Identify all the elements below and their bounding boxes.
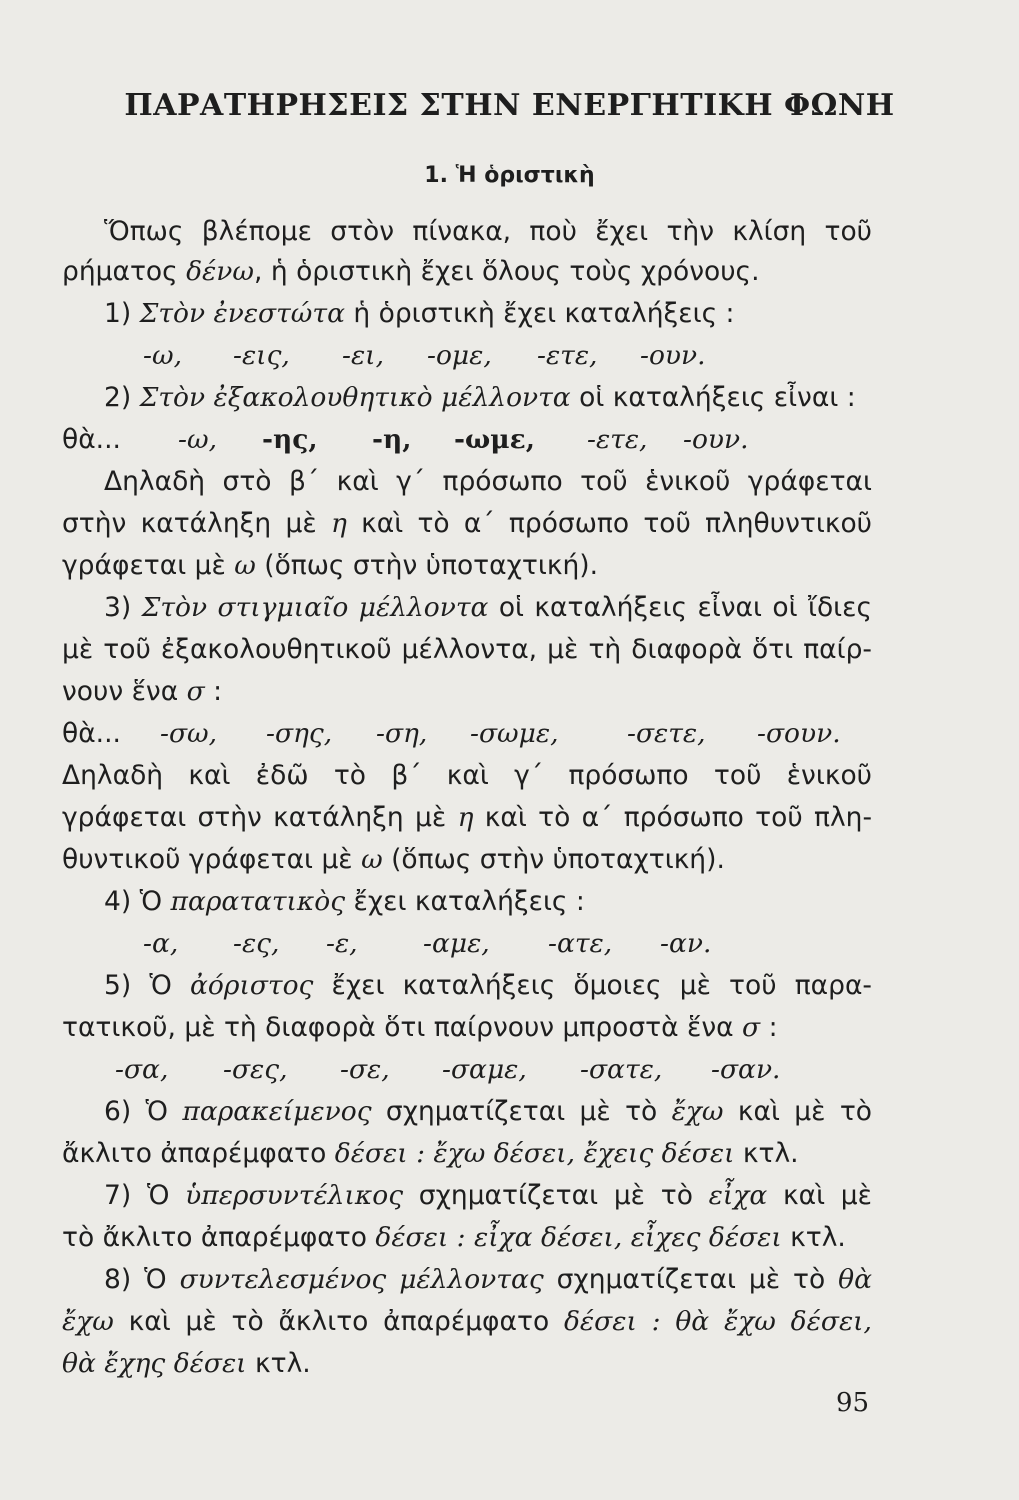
ending: -σουν. [757,718,841,749]
section-6-tense: παρακείμενος [182,1096,372,1127]
section-3-text-3a: νουν ἕνα [62,676,187,707]
section-8-text-2: καὶ μὲ τὸ ἄκλιτο ἀπαρέμφατο [113,1306,564,1337]
section-4-number: 4) Ὁ [104,886,171,917]
section-3-text-3b: : [204,676,223,707]
section-7-text: σχηματίζεται μὲ τὸ [403,1180,709,1211]
letter-omega: ω [234,550,256,581]
section-6-number: 6) Ὁ [104,1096,183,1127]
section-5-text: ἔχει καταλήξεις ὅμοιες μὲ τοῦ παρα- [313,970,872,1001]
section-8-auxiliary: θὰ [838,1264,872,1295]
section-6-line [104,1096,872,1127]
letter-eta: η [330,508,347,539]
section-3-text: οἱ καταλήξεις εἶναι οἱ ἴδιες [488,592,873,623]
section-2-line [104,382,856,413]
intro-text-2b: , ἡ ὁριστικὴ ἔχει ὅλους τοὺς χρόνους. [254,256,760,287]
section-8-example-2: θὰ ἔχης δέσει [62,1348,247,1379]
section-5-number: 5) Ὁ [104,970,191,1001]
section-8-line-2 [62,1306,872,1337]
section-6-text-2b: κτλ. [734,1138,799,1169]
section-6-auxiliary: ἔχω [671,1096,724,1127]
letter-sigma: σ [742,1012,761,1043]
section-5-line [104,970,872,1001]
note-text: θυντικοῦ γράφεται μὲ [62,844,362,875]
ending: -α, [143,928,179,959]
section-8-number: 8) Ὁ [104,1264,180,1295]
section-3-tense: Στὸν στιγμιαῖο μέλλοντα [141,592,489,623]
note-text: καὶ τὸ α΄ πρόσωπο τοῦ πλη- [473,802,873,833]
ending: -η, [372,424,412,455]
intro-text-2a: ρήματος [62,256,187,287]
ending: -σε, [340,1054,390,1085]
section-3-line-2 [62,634,872,665]
section-4-tense: παρατατικὸς [170,886,346,917]
note-text: καὶ τὸ α΄ πρόσωπο τοῦ πληθυντικοῦ [346,508,872,539]
section-2-note-2 [62,508,872,539]
ending: -ουν. [640,340,706,371]
section-1-line [104,298,735,329]
ending: -ει, [342,340,384,371]
ending: -ω, [178,424,217,455]
section-1-tense: Στὸν ἐνεστώτα [139,298,345,329]
section-6-text: σχηματίζεται μὲ τὸ [371,1096,672,1127]
ending: -ωμε, [454,424,535,455]
section-8-tense: συντελεσμένος μέλλοντας [179,1264,544,1295]
ending: -ση, [376,718,428,749]
section-7-line [104,1180,872,1211]
ending: -ετε, [537,340,598,371]
section-6-line-2 [62,1138,872,1169]
ending: -ες, [233,928,280,959]
ending: -ης, [262,424,318,455]
section-8-line-3 [62,1348,872,1379]
ending: -ουν. [683,424,749,455]
section-2-text: οἱ καταλήξεις εἶναι : [570,382,856,413]
note-text: (ὅπως στὴν ὑποταχτική). [382,844,725,875]
note-text: γράφεται μὲ [62,550,235,581]
section-5-text-2b: : [760,1012,778,1043]
future-prefix: θὰ... [62,424,121,455]
section-7-auxiliary: εἶχα [708,1180,768,1211]
ending: -σετε, [627,718,706,749]
section-7-text-2: τὸ ἄκλιτο ἀπαρέμφατο [62,1222,376,1253]
section-7-text: καὶ μὲ [767,1180,872,1211]
note-text: (ὅπως στὴν ὑποταχτική). [255,550,599,581]
section-3-line-3 [62,676,872,707]
note-text: Δηλαδὴ στὸ β΄ καὶ γ΄ πρόσωπο τοῦ ἑνικοῦ γράφεται [104,466,872,497]
section-5-line-2 [62,1012,872,1043]
section-1-text: ἡ ὁριστικὴ ἔχει καταλήξεις : [344,298,735,329]
ending: -σες, [223,1054,288,1085]
section-5-text-2a: τατικοῦ, μὲ τὴ διαφορὰ ὅτι παίρνουν μπροστὰ ἕνα [62,1012,743,1043]
ending: -σαμε, [442,1054,527,1085]
note-text: γράφεται στὴν κατάληξη μὲ [62,802,458,833]
section-subtitle: 1. Ἡ ὁριστικὴ [424,163,595,188]
section-7-text-2b: κτλ. [781,1222,846,1253]
ending: -σαν. [711,1054,781,1085]
section-4-text: ἔχει καταλήξεις : [345,886,585,917]
future-prefix: θὰ... [62,718,121,749]
letter-eta: η [457,802,474,833]
section-5-tense: ἀόριστος [190,970,314,1001]
section-4-line [104,886,585,917]
section-7-example: δέσει : εἶχα δέσει, εἶχες δέσει [375,1222,782,1253]
section-3-note-2 [62,802,872,833]
ending: -αν. [660,928,712,959]
section-3-number: 3) [104,592,142,623]
section-2-note-3 [62,550,872,581]
page-number: 95 [836,1388,870,1418]
section-7-line-2 [62,1222,872,1253]
intro-verb: δένω [186,256,254,287]
section-8-example: δέσει : θὰ ἔχω δέσει, [563,1306,872,1337]
section-2-note-1 [104,466,872,497]
section-6-example: δέσει : ἔχω δέσει, ἔχεις δέσει [334,1138,735,1169]
section-8-text-3: κτλ. [246,1348,311,1379]
section-7-number: 7) Ὁ [104,1180,186,1211]
section-3-text-2: μὲ τοῦ ἐξακολουθητικοῦ μέλλοντα, μὲ τὴ διαφορὰ ὅτι παίρ- [62,634,872,665]
letter-omega: ω [361,844,383,875]
ending: -ω, [143,340,182,371]
ending: -σης, [266,718,333,749]
ending: -σατε, [580,1054,663,1085]
section-2-tense: Στὸν ἐξακολουθητικὸ μέλλοντα [139,382,571,413]
ending: -σα, [115,1054,169,1085]
section-2-number: 2) [104,382,140,413]
ending: -εις, [233,340,290,371]
ending: -ετε, [587,424,648,455]
ending: -ατε, [548,928,613,959]
page-title: ΠΑΡΑΤΗΡΗΣΕΙΣ ΣΤΗΝ ΕΝΕΡΓΗΤΙΚΗ ΦΩΝΗ [124,88,895,123]
section-1-number: 1) [104,298,140,329]
ending: -αμε, [423,928,490,959]
section-8-line [104,1264,872,1295]
ending: -σω, [160,718,218,749]
section-6-text: καὶ μὲ τὸ [723,1096,872,1127]
note-text: στὴν κατάληξη μὲ [62,508,331,539]
ending: -ε, [326,928,358,959]
section-6-text-2: ἄκλιτο ἀπαρέμφατο [62,1138,335,1169]
section-3-line [104,592,872,623]
note-text: Δηλαδὴ καὶ ἐδῶ τὸ β΄ καὶ γ΄ πρόσωπο τοῦ ἑνικοῦ [62,760,872,791]
section-7-tense: ὑπερσυντέλικος [185,1180,404,1211]
letter-sigma: σ [186,676,205,707]
ending: -ομε, [427,340,492,371]
section-8-text: σχηματίζεται μὲ τὸ [543,1264,839,1295]
ending: -σωμε, [470,718,559,749]
section-3-note-1 [62,760,872,791]
section-3-note-3 [62,844,872,875]
intro-line-1 [104,216,872,247]
section-8-auxiliary-2: ἔχω [62,1306,114,1337]
intro-line-2 [62,256,872,287]
intro-text-1: Ὅπως βλέπομε στὸν πίνακα, ποὺ ἔχει τὴν κλίση τοῦ [104,216,872,247]
